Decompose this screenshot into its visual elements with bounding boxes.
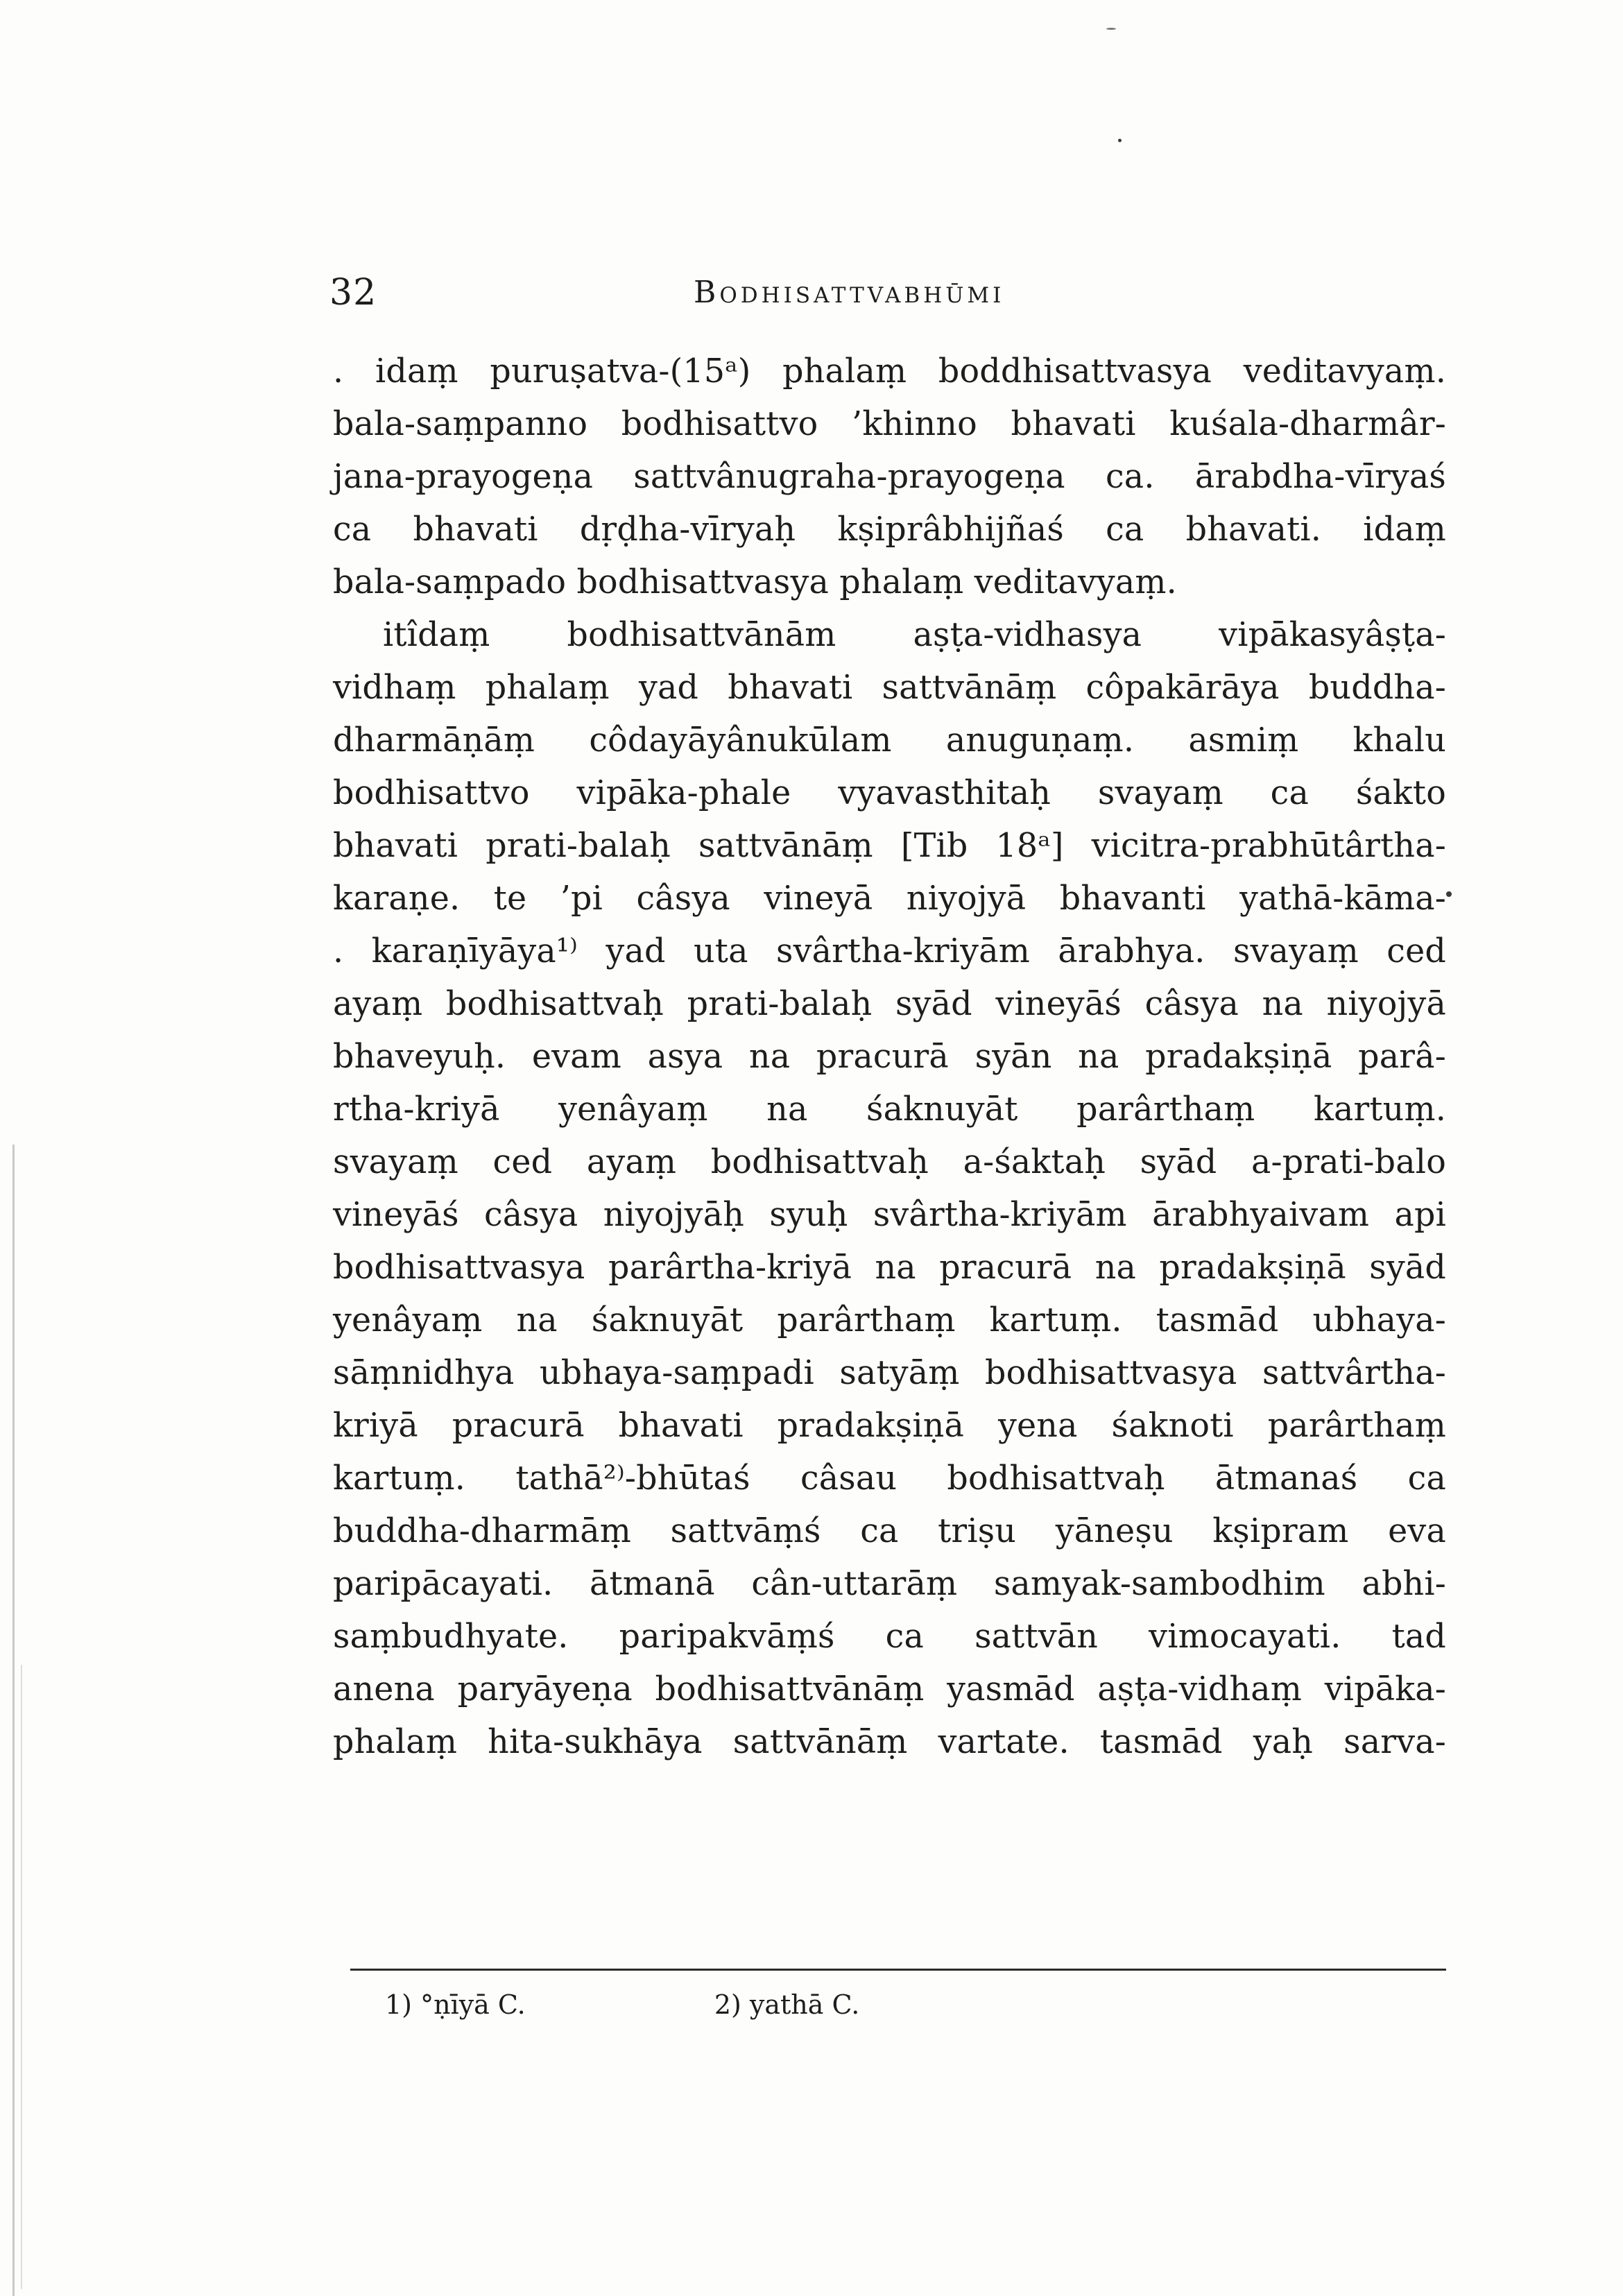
footnotes — [385, 1980, 859, 2029]
text-line: ayaṃ bodhisattvaḥ prati-balaḥ syād vineyāś câsya na niyojyā — [333, 985, 1446, 1023]
text-line: vidhaṃ phalaṃ yad bhavati sattvānāṃ côpakārāya buddha- — [333, 669, 1446, 707]
text-line: kartuṃ. tathā²⁾-bhūtaś câsau bodhisattvaḥ ātmanaś ca — [333, 1459, 1446, 1498]
text-line: . idaṃ puruṣatva-(15ᵃ) phalaṃ boddhisattvasya veditavyaṃ. — [333, 352, 1446, 391]
text-line: rtha-kriyā yenâyaṃ na śaknuyāt parârthaṃ kartuṃ. — [333, 1090, 1446, 1129]
text-line: jana-prayogeṇa sattvânugraha-prayogeṇa ca. ārabdha-vīryaś — [333, 458, 1446, 496]
text-line: bodhisattvasya parârtha-kriyā na pracurā na pradakṣiṇā syād — [333, 1249, 1446, 1287]
footnote-1: 1) °ṇīyā C. — [385, 1989, 526, 2020]
text-line: yenâyaṃ na śaknuyāt parârthaṃ kartuṃ. tasmād ubhaya- — [333, 1301, 1446, 1339]
text-line: phalaṃ hita-sukhāya sattvānāṃ vartate. tasmād yaḥ sarva- — [333, 1723, 1446, 1761]
text-line: kriyā pracurā bhavati pradakṣiṇā yena śaknoti parârthaṃ — [333, 1407, 1446, 1445]
binding-edge-shadow — [12, 1145, 15, 2296]
running-title: Bodhisattvabhūmi — [694, 275, 1005, 310]
paper-speck — [1106, 28, 1116, 30]
page-header — [329, 272, 1453, 320]
text-line: . karaṇīyāya¹⁾ yad uta svârtha-kriyām ārabhya. svayaṃ ced — [333, 932, 1446, 970]
text-line: bala-saṃpado bodhisattvasya phalaṃ veditavyaṃ. — [333, 563, 1177, 601]
text-line: bhavati prati-balaḥ sattvānāṃ [Tib 18ᵃ] vicitra-prabhūtârtha- — [333, 827, 1446, 865]
main-text — [333, 345, 1446, 1769]
page-number: 32 — [329, 272, 377, 314]
text-line: svayaṃ ced ayaṃ bodhisattvaḥ a-śaktaḥ syād a-prati-balo — [333, 1143, 1446, 1181]
text-line: itîdaṃ bodhisattvānām aṣṭa-vidhasya vipākasyâṣṭa- — [383, 616, 1446, 654]
text-line: sāṃnidhya ubhaya-saṃpadi satyāṃ bodhisattvasya sattvârtha- — [333, 1354, 1446, 1392]
footnote-rule — [350, 1969, 1446, 1971]
text-line: bodhisattvo vipāka-phale vyavasthitaḥ svayaṃ ca śakto — [333, 774, 1446, 812]
text-line: buddha-dharmāṃ sattvāṃś ca triṣu yāneṣu kṣipram eva — [333, 1512, 1446, 1550]
text-line: paripācayati. ātmanā cân-uttarāṃ samyak-sambodhim abhi- — [333, 1565, 1446, 1603]
paper-speck — [1118, 139, 1122, 142]
binding-edge-shadow — [21, 1665, 22, 2289]
text-line: anena paryāyeṇa bodhisattvānāṃ yasmād aṣṭa-vidhaṃ vipāka- — [333, 1670, 1446, 1708]
text-line: bhaveyuḥ. evam asya na pracurā syān na pradakṣiṇā parâ- — [333, 1038, 1446, 1076]
text-line: dharmāṇāṃ côdayāyânukūlam anuguṇaṃ. asmiṃ khalu — [333, 721, 1446, 760]
text-line: vineyāś câsya niyojyāḥ syuḥ svârtha-kriyām ārabhyaivam api — [333, 1196, 1446, 1234]
text-line: saṃbudhyate. paripakvāṃś ca sattvān vimocayati. tad — [333, 1618, 1446, 1656]
text-line: ca bhavati dṛḍha-vīryaḥ kṣiprâbhijñaś ca bhavati. idaṃ — [333, 511, 1446, 549]
text-line: karaṇe. te ’pi câsya vineyā niyojyā bhavanti yathā-kāma- — [333, 880, 1446, 918]
footnote-2: 2) yathā C. — [714, 1989, 860, 2020]
text-line: bala-saṃpanno bodhisattvo ’khinno bhavati kuśala-dharmâr- — [333, 405, 1446, 443]
paper-speck — [1446, 891, 1452, 897]
